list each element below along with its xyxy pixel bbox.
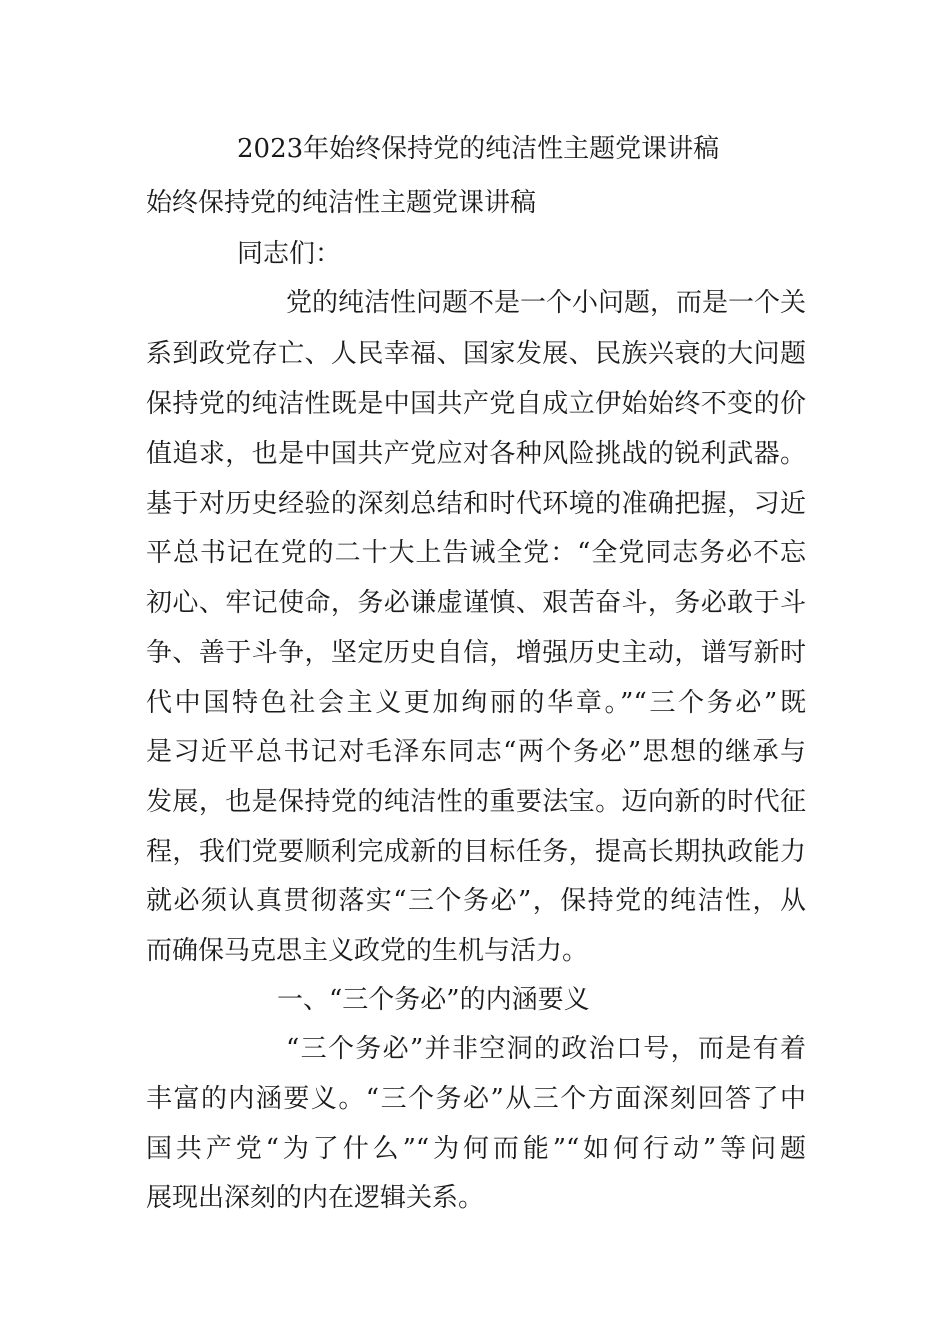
paragraph-line: 基于对历史经验的深刻总结和时代环境的准确把握，习近 <box>146 489 806 519</box>
paragraph-line: 丰富的内涵要义。“三个务必”从三个方面深刻回答了中 <box>146 1084 806 1114</box>
paragraph-line: 而确保马克思主义政党的生机与活力。 <box>146 936 589 966</box>
document-subtitle: 始终保持党的纯洁性主题党课讲稿 <box>146 188 537 218</box>
paragraph-line: 代中国特色社会主义更加绚丽的华章。”“三个务必”既 <box>146 688 806 718</box>
paragraph-line: 国共产党“为了什么”“为何而能”“如何行动”等问题 <box>146 1134 806 1164</box>
paragraph-line: 党的纯洁性问题不是一个小问题，而是一个关 <box>286 288 807 318</box>
section-heading: 一、“三个务必”的内涵要义 <box>277 985 590 1015</box>
paragraph-line: 争、善于斗争，坚定历史自信，增强历史主动，谱写新时 <box>146 638 806 668</box>
paragraph-line: 保持党的纯洁性既是中国共产党自成立伊始始终不变的价 <box>146 389 806 419</box>
paragraph-line: 就必须认真贯彻落实“三个务必”，保持党的纯洁性，从 <box>146 886 806 916</box>
paragraph-line: “三个务必”并非空洞的政治口号，而是有着 <box>286 1034 806 1064</box>
paragraph-line: 值追求，也是中国共产党应对各种风险挑战的锐利武器。 <box>146 439 806 469</box>
paragraph-line: 程，我们党要顺利完成新的目标任务，提高长期执政能力 <box>146 837 806 867</box>
paragraph-line: 初心、牢记使命，务必谦虚谨慎、艰苦奋斗，务必敢于斗 <box>146 588 806 618</box>
paragraph-line: 平总书记在党的二十大上告诫全党：“全党同志务必不忘 <box>146 538 806 568</box>
paragraph-line: 是习近平总书记对毛泽东同志“两个务必”思想的继承与 <box>146 737 806 767</box>
paragraph-line: 发展，也是保持党的纯洁性的重要法宝。迈向新的时代征 <box>146 787 806 817</box>
paragraph-line: 展现出深刻的内在逻辑关系。 <box>146 1183 485 1213</box>
paragraph-line: 系到政党存亡、人民幸福、国家发展、民族兴衰的大问题 <box>146 339 806 369</box>
document-title: 2023年始终保持党的纯洁性主题党课讲稿 <box>237 134 720 164</box>
greeting: 同志们： <box>237 239 342 269</box>
